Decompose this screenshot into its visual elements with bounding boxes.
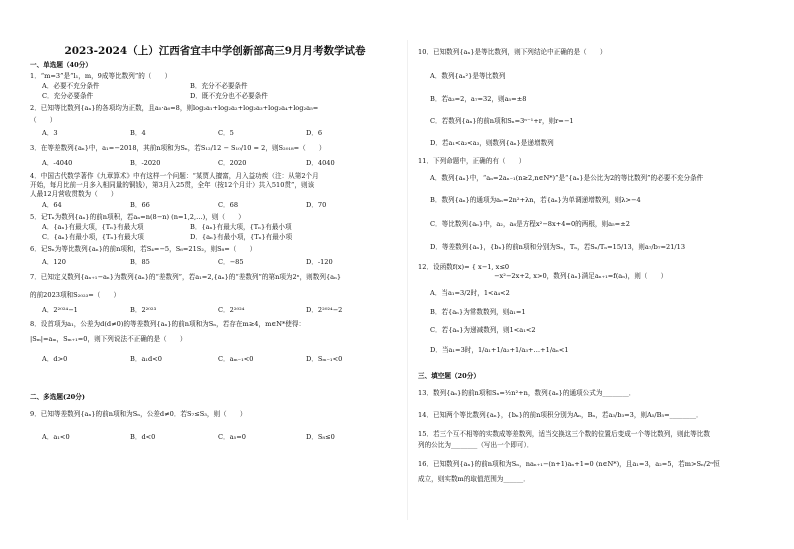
question-12-line-1: 12．设函数f(x)= { x−1, x≤0 [418, 263, 510, 271]
q2-option-b: B．4 [130, 129, 146, 137]
q10-option-d: D．若a₁<a₂<a₃，则数列{aₙ}是递增数列 [430, 139, 554, 147]
question-8-line-2: |Sₘ|=aₘ，Sₘ₊₁=0，则下列说法不正确的是（ ） [30, 335, 187, 343]
question-4-line-2: 开始，每月比前一月多入相同量的铜钱），第3月入25贯，全年（按12个月计）共入510贯”，则该 [30, 181, 315, 189]
question-16-line-2: 成立，则实数m的取值范围为______． [418, 475, 530, 483]
question-12-line-2: −x²−2x+2, x>0，数列{aₙ}满足aₙ₊₁=f(aₙ)，则（ ） [494, 272, 668, 280]
question-15-line-1: 15．若三个互不相等的实数成等差数列，适当交换这三个数的位置后变成一个等比数列，则此等比数 [418, 430, 710, 438]
q4-option-c: C．68 [218, 201, 239, 209]
question-14: 14．已知两个等比数列{aₙ}，{bₙ}的前n项积分别为Aₙ，Bₙ，若a₃/b₃=3，则A₅/B₅=________． [418, 411, 703, 419]
q5-option-b: B．{aₙ}有最大项，{Tₙ}有最小项 [190, 223, 292, 231]
question-4-line-1: 4．中国古代数学著作《九章算术》中有这样一个问题：“某贾人擅富，月入益功疾（注：从第2个月 [30, 172, 319, 180]
section-multi-choice: 二、多选题(20分) [30, 393, 85, 401]
q10-option-c: C．若数列{aₙ}的前n项和Sₙ=3ⁿ⁻¹+r，则r=−1 [430, 117, 574, 125]
q1-option-b: B．充分不必要条件 [190, 82, 248, 90]
q5-option-d: D．{aₙ}有最小项，{Tₙ}有最小项 [190, 233, 293, 241]
q12-option-a: A．当a₁=3/2时，1<a₄<2 [430, 289, 510, 297]
q10-option-b: B．若a₃=2，a₇=32，则a₅=±8 [430, 95, 527, 103]
question-5: 5．记Tₙ为数列{aₙ}的前n项积，若aₙ=n(8−n) (n=1,2,…)，则（ ） [30, 213, 245, 221]
q8-option-a: A．d>0 [42, 355, 68, 363]
question-16-line-1: 16．已知数列{aₙ}的前n项和为Sₙ，naₙ₊₁−(n+1)aₙ+1=0 (n∈N*)，且a₁=3，a₂=5，若m>Sₙ/2ⁿ恒 [418, 460, 720, 468]
q6-option-a: A．120 [42, 258, 66, 266]
q9-option-c: C．a₅=0 [218, 433, 246, 441]
q11-option-b: B．数列{aₙ}的通项为aₙ=2n²+λn，若{aₙ}为单调递增数列，则λ>−4 [430, 196, 641, 204]
section-fill-blank: 三、填空题（20分） [418, 372, 480, 380]
q11-option-d: D．等差数列{aₙ}，{bₙ}的前n项和分别为Sₙ，Tₙ，若Sₙ/Tₙ=15/13，则a₇/b₇=21/13 [430, 243, 686, 251]
q3-option-d: D．4040 [306, 159, 335, 167]
question-1: 1．“m=3”是“l₁，m，9成等比数列”的（ ） [30, 72, 172, 80]
q6-option-c: C．−85 [218, 258, 244, 266]
right-column [418, 0, 778, 549]
q1-option-a: A．必要不充分条件 [42, 82, 100, 90]
exam-title: 2023-2024（上）江西省宜丰中学创新部高三9月月考数学试卷 [64, 45, 366, 57]
question-10: 10．已知数列{aₙ}是等比数列，则下列结论中正确的是（ ） [418, 48, 607, 56]
question-2: 2．已知等比数列{aₙ}的各项均为正数，且a₅·a₆=8，则log₂a₁+log₂a₂+log₂a₃+log₂a₄+log₂a₅= [30, 104, 319, 112]
q7-option-b: B．2²⁰²³ [130, 306, 157, 314]
q8-option-b: B．a₁d<0 [130, 355, 162, 363]
q7-option-a: A．2²⁰²⁴−1 [42, 306, 78, 314]
q9-option-d: D．S₈≤0 [306, 433, 335, 441]
q10-option-a: A．数列{aₙ²}是等比数列 [430, 72, 506, 80]
q3-option-c: C．2020 [218, 159, 247, 167]
q4-option-b: B．66 [130, 201, 150, 209]
q9-option-a: A．a₁<0 [42, 433, 70, 441]
q7-option-c: C．2²⁰²⁴ [218, 306, 245, 314]
q11-option-c: C．等比数列{aₙ}中，a₂，a₈是方程x²−8x+4=0的两根，则a₅=±2 [430, 220, 630, 228]
q3-option-b: B．-2020 [130, 159, 161, 167]
q1-option-d: D．既不充分也不必要条件 [190, 92, 268, 100]
left-column [30, 0, 400, 549]
question-2-paren: （ ） [30, 116, 57, 124]
question-4-line-3: 人最12月营收贯数为（ ） [30, 190, 118, 198]
section-single-choice: 一、单选题（40分） [30, 61, 92, 69]
question-15-line-2: 列的公比为________（写出一个即可）． [418, 441, 534, 449]
question-7-line-1: 7．已知定义数列{aₙ₊₁−aₙ}为数列{aₙ}的“差数列”，若a₁=2,{aₙ}的“差数列”的第n项为2ⁿ，则数列{aₙ} [30, 273, 342, 281]
q1-option-c: C．充分必要条件 [42, 92, 94, 100]
question-3: 3．在等差数列{aₙ}中，a₁=−2018，其前n项和为Sₙ，若S₁₂/12 − S₁₀/10 = 2，则S₂₀₁₈=（ ） [30, 144, 326, 152]
q4-option-d: D．70 [306, 201, 327, 209]
question-7-line-2: 的前2023项和S₂₀₂₃=（ ） [30, 291, 121, 299]
column-divider [407, 40, 408, 520]
q6-option-d: D．-120 [306, 258, 333, 266]
q2-option-d: D．6 [306, 129, 323, 137]
q11-option-a: A．数列{aₙ}中，“aₙ=2aₙ₋₁(n≥2,n∈N*)”是“{aₙ}是公比为2的等比数列”的必要不充分条件 [430, 174, 704, 182]
question-8-line-1: 8．设首项为a₁，公差为d(d≠0)的等差数列{aₙ}的前n项和为Sₙ，若存在m≥4，m∈N*使得： [30, 320, 306, 328]
q2-option-c: C．5 [218, 129, 234, 137]
q12-option-d: D．当a₁=3时，1/a₁+1/a₂+1/a₃+…+1/aₙ<1 [430, 346, 569, 354]
q5-option-c: C．{aₙ}有最小项，{Tₙ}有最大项 [42, 233, 144, 241]
question-9: 9．已知等差数列{aₙ}的前n项和为Sₙ，公差d≠0．若S₇≤S₃，则（ ） [30, 410, 247, 418]
question-11: 11．下列命题中，正确的有（ ） [418, 157, 526, 165]
q5-option-a: A．{aₙ}有最大项，{Tₙ}有最大项 [42, 223, 144, 231]
q12-option-c: C．若{aₙ}为递减数列，则1<a₁<2 [430, 326, 536, 334]
q3-option-a: A．-4040 [42, 159, 73, 167]
q9-option-b: B．d<0 [130, 433, 156, 441]
q7-option-d: D．2²⁰²⁴−2 [306, 306, 343, 314]
q6-option-b: B．85 [130, 258, 150, 266]
q8-option-d: D．Sₘ₋₁<0 [306, 355, 343, 363]
q4-option-a: A．64 [42, 201, 62, 209]
question-13: 13．数列{aₙ}的前n项和Sₙ=½n²+n，数列{aₙ}的通项公式为________． [418, 389, 636, 397]
question-6: 6．记Sₙ为等比数列{aₙ}的前n项和，若S₄=−5，S₆=21S₂，则S₈=（ ） [30, 245, 257, 253]
q8-option-c: C．aₘ₋₁<0 [218, 355, 254, 363]
q2-option-a: A．3 [42, 129, 58, 137]
q12-option-b: B．若{aₙ}为常数数列，则a₁=1 [430, 308, 526, 316]
